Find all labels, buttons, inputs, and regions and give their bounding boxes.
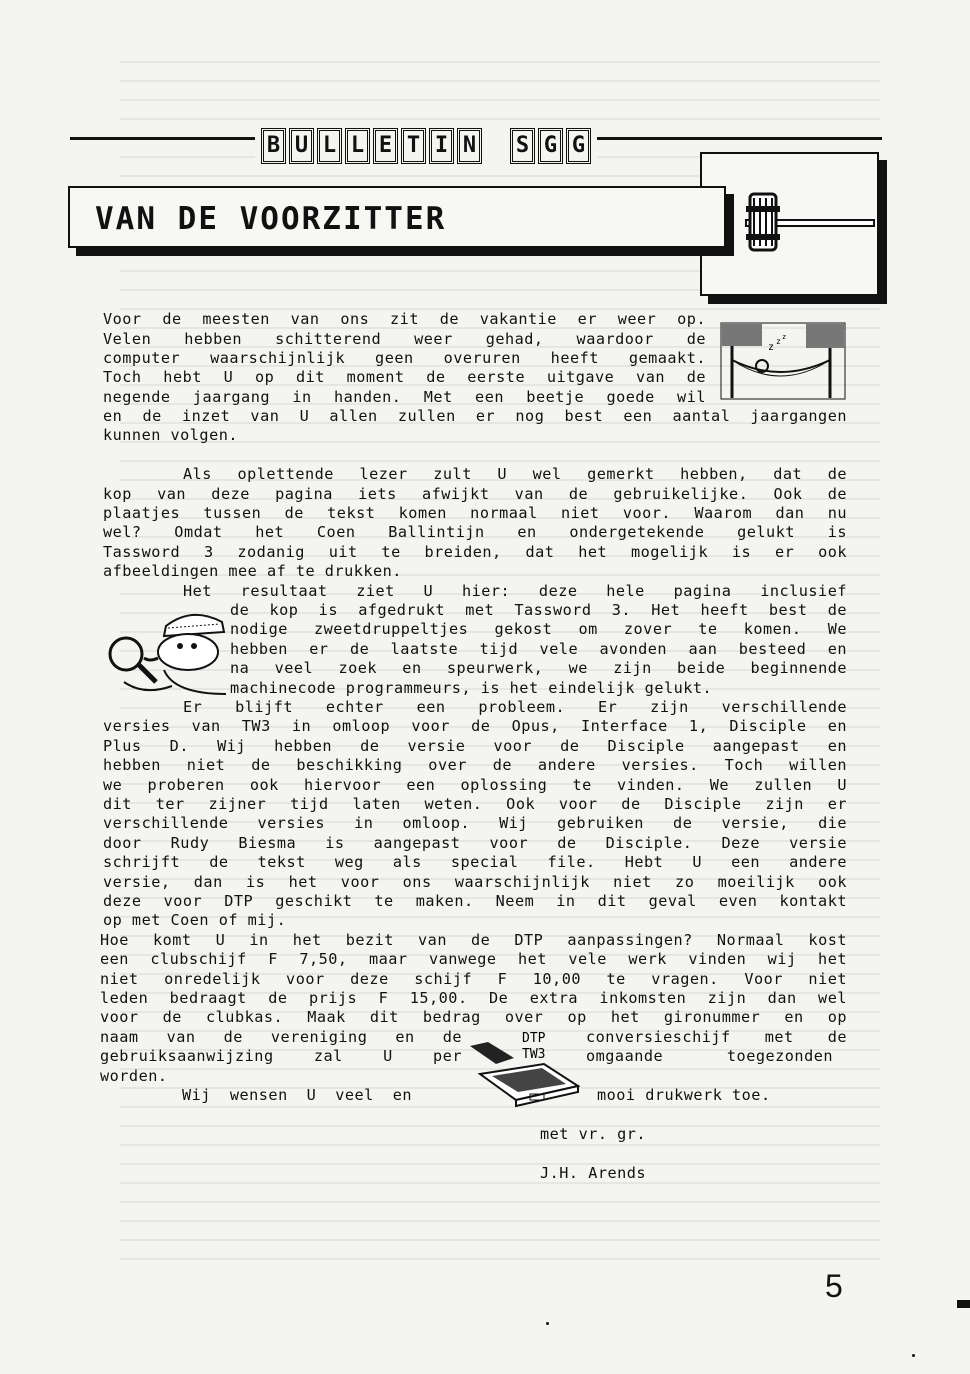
- text-line: leden bedraagt de prijs F 15,00. De extra inkomsten zijn dan wel: [100, 989, 847, 1007]
- text-line: hebben niet de beschikking over de andere versies. Toch willen: [103, 756, 847, 774]
- text-line: Velen hebben schitterend weer gehad, waardoor de: [103, 330, 706, 348]
- masthead-gap: [485, 128, 507, 164]
- text-line: worden.: [100, 1067, 168, 1085]
- text-line: naam van de vereniging en de: [100, 1028, 462, 1046]
- text-line: Plus D. Wij hebben de versie voor de Disciple aangepast en: [103, 737, 847, 755]
- text-line: Er blijft echter een probleem. Er zijn verschillende: [183, 698, 847, 716]
- text-line: Hoe komt U in het bezit van de DTP aanpassingen? Normaal kost: [100, 931, 847, 949]
- page-heading: VAN DE VOORZITTER: [95, 201, 447, 237]
- text-line: niet onredelijk voor deze schijf F 10,00 te vragen. Voor niet: [100, 970, 847, 988]
- text-line: Tassword 3 zodanig uit te breiden, dat het mogelijk is er ook: [103, 543, 847, 561]
- text-line: J.H. Arends: [540, 1164, 647, 1182]
- text-line: Wij wensen U veel en: [182, 1086, 412, 1104]
- text-line: Toch hebt U op dit moment de eerste uitgave van de: [103, 368, 706, 386]
- page-number: 5: [825, 1268, 843, 1304]
- text-line: versie, dan is het voor ons waarschijnlijk niet zo moeilijk ook: [103, 873, 847, 891]
- text-line: gebruiksaanwijzing zal U per: [100, 1047, 462, 1065]
- text-line: een clubschijf F 7,50, maar vanwege het vele werk vinden wij het: [100, 950, 847, 968]
- masthead-letter: S: [510, 128, 535, 164]
- text-line: deze voor DTP geschikt te maken. Neem in dit geval even kontakt: [103, 892, 847, 910]
- masthead-letter: E: [373, 128, 398, 164]
- text-line: op met Coen of mij.: [103, 911, 287, 929]
- text-line: verschillende versies in omloop. Wij gebruiken de versie, die: [103, 814, 847, 832]
- text-line: machinecode programmeurs, is het eindelijk gelukt.: [230, 679, 713, 697]
- text-line: Als oplettende lezer zult U wel gemerkt hebben, dat de: [183, 465, 847, 483]
- text-line: we proberen ook hiervoor een oplossing te vinden. We zullen U: [103, 776, 847, 794]
- svg-text:z: z: [782, 333, 787, 341]
- masthead-letter: G: [566, 128, 591, 164]
- gavel-icon: [702, 154, 877, 294]
- hammock-illustration: [720, 322, 846, 400]
- masthead-letter: B: [261, 128, 286, 164]
- dtp-logo-line2: TW3: [522, 1047, 546, 1062]
- masthead-letter: L: [345, 128, 370, 164]
- text-line: kunnen volgen.: [103, 426, 239, 444]
- text-line: computer waarschijnlijk geen overuren heeft gemaakt.: [103, 349, 706, 367]
- text-line: met vr. gr.: [540, 1125, 647, 1143]
- text-line: de kop is afgedrukt met Tassword 3. Het heeft best de: [230, 601, 847, 619]
- speck: [546, 1322, 549, 1325]
- gavel-panel: [700, 152, 879, 296]
- masthead-letter: U: [289, 128, 314, 164]
- text-line: afbeeldingen mee af te drukken.: [103, 562, 402, 580]
- text-line: schrijft de tekst weg als special file. Hebt U een andere: [103, 853, 847, 871]
- masthead-letter: G: [538, 128, 563, 164]
- text-line: negende jaargang in handen. Met een beetje goede wil: [103, 388, 706, 406]
- masthead-letter: T: [401, 128, 426, 164]
- svg-text:z: z: [776, 337, 781, 346]
- dtp-computer-illustration: [466, 1028, 584, 1108]
- masthead-letter: I: [429, 128, 454, 164]
- text-line: dit ter zijner tijd laten weten. Ook voor de Disciple zijn er: [103, 795, 847, 813]
- text-line: en de inzet van U allen zullen er nog best een aantal jaargangen: [103, 407, 847, 425]
- text-line: voor de clubkas. Maak dit bedrag over op het gironummer en op: [100, 1008, 847, 1026]
- text-line: hebben er de laatste tijd vele avonden aan besteed en: [230, 640, 847, 658]
- text-line: kop van deze pagina iets afwijkt van de gebruikelijke. Ook de: [103, 485, 847, 503]
- text-line: Voor de meesten van ons zit de vakantie er weer op.: [103, 310, 706, 328]
- speck: [912, 1354, 915, 1357]
- text-line: nodige zweetdruppeltjes gekost om zover te komen. We: [230, 620, 847, 638]
- edge-mark: [957, 1300, 970, 1308]
- masthead-letter: N: [457, 128, 482, 164]
- detective-illustration: [104, 602, 230, 698]
- svg-text:z: z: [768, 342, 775, 353]
- text-line: omgaande toegezonden: [586, 1047, 833, 1065]
- text-line: Het resultaat ziet U hier: deze hele pagina inclusief: [183, 582, 847, 600]
- text-line: na veel zoek en speurwerk, we zijn beide beginnende: [230, 659, 847, 677]
- dtp-logo-line1: DTP: [522, 1031, 546, 1046]
- text-line: wel? Omdat het Coen Ballintijn en ondergetekende gelukt is: [103, 523, 847, 541]
- text-line: conversieschijf met de: [586, 1028, 847, 1046]
- text-line: versies van TW3 in omloop voor de Opus, Interface 1, Disciple en: [103, 717, 847, 735]
- text-line: door Rudy Biesma is aangepast voor de Disciple. Deze versie: [103, 834, 847, 852]
- text-line: mooi drukwerk toe.: [597, 1086, 771, 1104]
- text-line: plaatjes tussen de tekst komen normaal niet voor. Waarom dan nu: [103, 504, 847, 522]
- masthead-bulletin-sgg: [255, 128, 597, 164]
- masthead-letter: L: [317, 128, 342, 164]
